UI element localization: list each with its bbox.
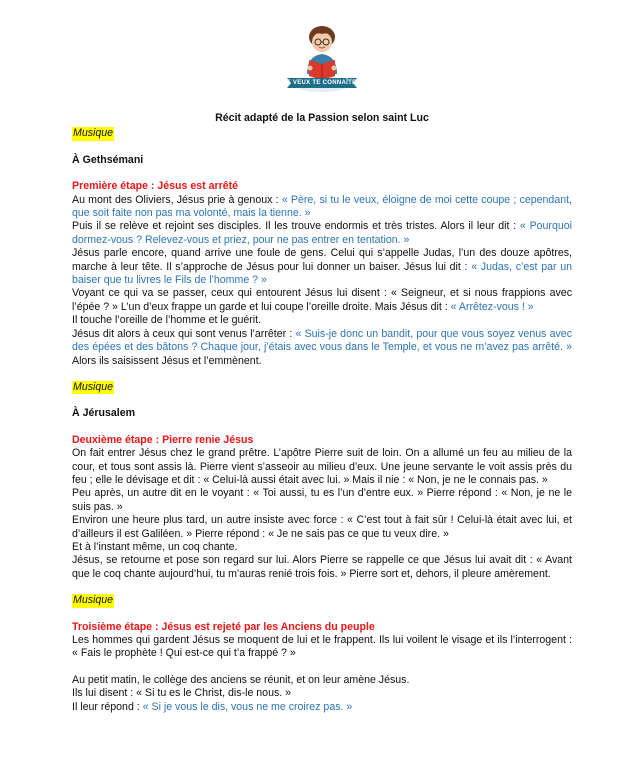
paragraph [72,194,572,221]
document-title: Récit adapté de la Passion selon saint Luc [215,112,429,124]
paragraph [72,687,572,700]
narration-text: Les hommes qui gardent Jésus se moquent de lui et le frappent. Ils lui voilent le visage et ils l’interrogent : « Fais le prophète ! Qui est-ce qui t’a frappé ? » [72,634,572,660]
narration-text: Au mont des Oliviers, Jésus prie à genoux : [72,193,282,206]
paragraph [72,447,572,487]
paragraph [72,674,572,687]
paragraph [72,220,572,247]
jesus-quote: « Pourquoi dormez-vous ? Relevez-vous et priez, pour ne pas entrer en tentation. » [72,220,572,246]
document-body [72,112,572,714]
paragraph [72,247,572,287]
music-cue: Musique [73,380,114,393]
narration-text: Environ une heure plus tard, un autre insiste avec force : « C’est tout à fait sûr ! Celui-là était avec lui, et d’ailleurs il est Galiléen. » Pierre répond : « Je ne sais pas ce que tu veux dire. » [72,514,572,540]
logo-text: JE VEUX TE CONNAÎTRE [283,80,362,86]
paragraph [72,554,572,581]
narration-text: Jésus, se retourne et pose son regard sur lui. Alors Pierre se rappelle ce que Jésus lui avait dit : « Avant que le coq chante aujourd’hui, tu m’auras renié trois fois. » Pierre sort et, dehors, il pleure amèrement. [72,554,572,580]
section-place: À Gethsémani [72,153,144,166]
narration-text: Et à l’instant même, un coq chante. [72,540,238,553]
paragraph [72,701,572,714]
paragraph [72,487,572,514]
narration-text: Voyant ce qui va se passer, ceux qui entourent Jésus lui disent : « Seigneur, et si nous frappions avec l’épée ? » L’un d’eux frappe un garde et lui coupe l’oreille droite. Mais Jésus dit : [72,287,572,313]
narration-text: Peu après, un autre dit en le voyant : « Toi aussi, tu es l’un d’entre eux. » Pierre répond : « Non, je ne le suis pas. » [72,487,572,513]
jesus-quote: « Suis-je donc un bandit, pour que vous soyez venus avec des épées et des bâtons ? Chaque jour, j’étais avec vous dans le Temple, et vous ne m’avez pas arrêté. » [72,327,572,354]
narration-text: Alors ils saisissent Jésus et l’emmènent. [72,354,262,367]
narration-text: Il touche l’oreille de l’homme et le guérit. [72,314,262,327]
narration-text: Au petit matin, le collège des anciens se réunit, et on leur amène Jésus. [72,673,410,686]
paragraph [72,287,572,314]
paragraph [72,328,572,368]
narration-text: Il leur répond : [72,700,143,713]
jesus-quote: « Si je vous le dis, vous ne me croirez pas. » [142,700,353,713]
music-cue: Musique [73,594,114,607]
narration-text: Jésus parle encore, quand arrive une foule de gens. Celui qui s’appelle Judas, l’un des douze apôtres, marche à leur tête. Il s’approche de Jésus pour lui donner un baiser. Jésus lui dit : [72,247,572,273]
jesus-quote: « Judas, c’est par un baiser que tu livres le Fils de l’homme ? » [72,260,572,287]
narration-text: Ils lui disent : « Si tu es le Christ, dis-le nous. » [72,687,292,700]
narration-text: Jésus dit alors à ceux qui sont venus l’arrêter : [72,327,296,340]
paragraph [72,314,572,327]
music-cue: Musique [73,127,114,140]
step-heading: Première étape : Jésus est arrêté [72,180,239,193]
narration-text: On fait entrer Jésus chez le grand prêtre. L’apôtre Pierre suit de loin. On a allumé un feu au milieu de la cour, et tous sont assis là. Pierre vient s’asseoir au milieu d’eux. Une jeune servante le voit assis près du feu ; elle le dévisage et dit : « Celui-là aussi était avec lui. » Mais il nie : « Non, je ne le connais pas. » [72,447,572,486]
sections [72,127,572,714]
jesus-quote: « Arrêtez-vous ! » [450,300,534,313]
paragraph [72,514,572,541]
step-heading: Troisième étape : Jésus est rejeté par les Anciens du peuple [72,620,375,633]
jesus-quote: « Père, si tu le veux, éloigne de moi cette coupe ; cependant, que soit faite non pas ma volonté, mais la tienne. » [72,193,572,220]
paragraph [72,634,572,661]
logo [283,20,361,96]
narration-text: Puis il se relève et rejoint ses disciples. Il les trouve endormis et très tristes. Alors il leur dit : [72,220,520,233]
paragraph [72,541,572,554]
section-place: À Jérusalem [72,407,136,420]
step-heading: Deuxième étape : Pierre renie Jésus [72,433,254,446]
